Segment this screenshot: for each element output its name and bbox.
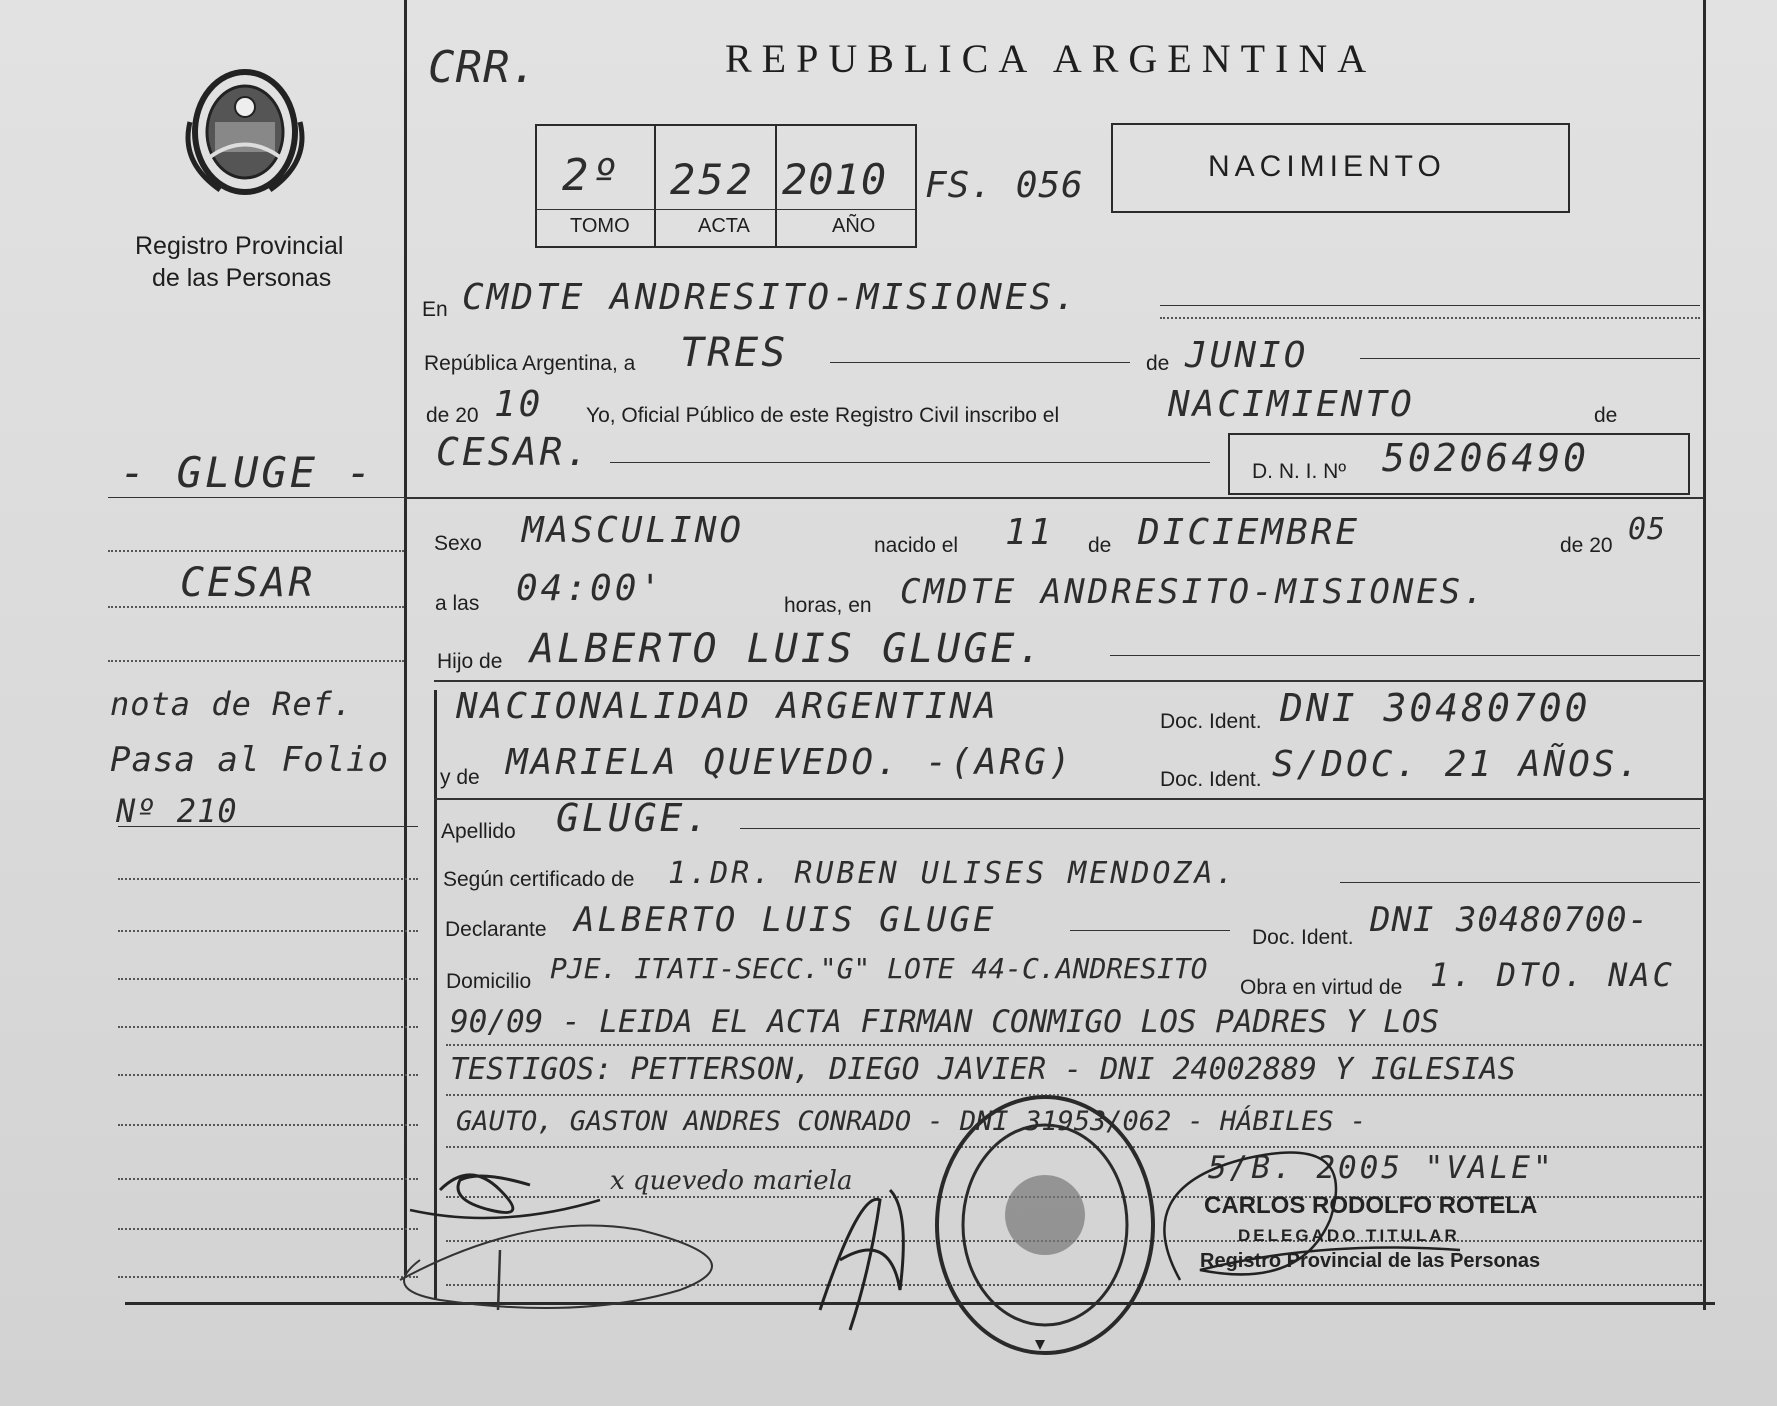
register-divider-2 xyxy=(775,124,777,246)
corner-note: CRR. xyxy=(428,42,538,93)
right-border-rule xyxy=(1703,0,1706,1310)
margin-rule-1 xyxy=(108,497,404,498)
text-line-b: TESTIGOS: PETTERSON, DIEGO JAVIER - DNI 24002889 Y IGLESIAS xyxy=(450,1052,1516,1087)
horas-en-label: horas, en xyxy=(784,594,872,617)
margin-name: CESAR xyxy=(180,560,316,606)
margin-dots-8 xyxy=(118,1074,418,1076)
official-name: CARLOS RODOLFO ROTELA xyxy=(1204,1192,1538,1219)
en-dots xyxy=(1160,317,1700,319)
register-label-rule xyxy=(535,209,915,210)
birth-year: 05 xyxy=(1628,512,1667,547)
margin-dots-2 xyxy=(108,606,404,608)
birth-day: 11 xyxy=(1005,512,1055,553)
signature-scribble-mid xyxy=(800,1170,940,1340)
yde-label: y de xyxy=(440,766,480,789)
agency-name-line1: Registro Provincial xyxy=(135,232,344,260)
free-dots-1 xyxy=(446,1044,1702,1046)
father-nationality: NACIONALIDAD ARGENTINA xyxy=(456,686,999,727)
year-value: 10 xyxy=(494,384,544,425)
obra-label: Obra en virtud de xyxy=(1240,976,1403,999)
margin-dots-12 xyxy=(118,1276,418,1278)
misiones-coat-of-arms xyxy=(180,62,310,202)
mother-doc: S/DOC. 21 AÑOS. xyxy=(1272,744,1643,785)
margin-dots-11 xyxy=(118,1228,418,1230)
margin-note-line2: Pasa al Folio xyxy=(110,740,390,780)
text-line-a: 90/09 - LEIDA EL ACTA FIRMAN CONMIGO LOS PADRES Y LOS xyxy=(450,1004,1440,1040)
anio-value: 2010 xyxy=(782,155,888,204)
margin-dots-9 xyxy=(118,1124,418,1126)
en-label: En xyxy=(422,298,448,321)
father-doc: DNI 30480700 xyxy=(1280,686,1591,730)
margin-dots-4 xyxy=(118,878,418,880)
oficial-label: Yo, Oficial Público de este Registro Civil inscribo el xyxy=(586,404,1060,427)
day-value: TRES xyxy=(680,330,789,376)
mother-name: MARIELA QUEVEDO. -(ARG) xyxy=(506,742,1074,783)
sexo-label: Sexo xyxy=(434,532,482,555)
declarante-label: Declarante xyxy=(445,918,547,941)
republica-label: República Argentina, a xyxy=(424,352,636,375)
doc-ident-label-2: Doc. Ident. xyxy=(1160,768,1262,791)
apellido-label: Apellido xyxy=(441,820,516,843)
declarante-doc: DNI 30480700- xyxy=(1370,900,1650,940)
month-value: JUNIO xyxy=(1185,335,1309,376)
margin-dots-5 xyxy=(118,930,418,932)
round-official-seal xyxy=(930,1090,1160,1360)
left-column-rule xyxy=(404,0,407,1275)
de20b-label: de 20 xyxy=(1560,534,1613,557)
dni-label: D. N. I. Nº xyxy=(1252,460,1347,483)
month-line xyxy=(1360,358,1700,359)
sexo-value: MASCULINO xyxy=(522,510,745,551)
en-value: CMDTE ANDRESITO-MISIONES. xyxy=(462,277,1079,318)
inscribo-value: NACIMIENTO xyxy=(1168,384,1415,425)
signature-scribble-left xyxy=(380,1150,800,1320)
birth-month: DICIEMBRE xyxy=(1138,512,1361,553)
apellido-line xyxy=(740,828,1700,829)
day-line xyxy=(830,362,1130,363)
child-name-line xyxy=(610,462,1210,463)
de20-label: de 20 xyxy=(426,404,479,427)
child-name: CESAR. xyxy=(436,430,592,474)
text-line-d: 5/B. 2005 "VALE" xyxy=(1208,1150,1555,1186)
margin-dots-1 xyxy=(108,550,404,552)
agency-name-line2: de las Personas xyxy=(152,264,332,292)
de-label: de xyxy=(1146,352,1170,375)
apellido-value: GLUGE. xyxy=(556,796,712,840)
segun-line xyxy=(1340,882,1700,883)
margin-surname: - GLUGE - xyxy=(120,448,375,497)
section-rule-1 xyxy=(404,497,1704,499)
declarante-value: ALBERTO LUIS GLUGE xyxy=(574,900,997,940)
margin-dots-3 xyxy=(108,660,404,662)
section-rule-2 xyxy=(434,680,1704,682)
obra-value: 1. DTO. NAC xyxy=(1430,956,1675,994)
margin-dots-6 xyxy=(118,978,418,980)
margin-note-line3: Nº 210 xyxy=(116,792,238,830)
margin-dots-7 xyxy=(118,1026,418,1028)
de2-label: de xyxy=(1594,404,1618,427)
birth-place: CMDTE ANDRESITO-MISIONES. xyxy=(900,572,1487,612)
text-line-c: GAUTO, GASTON ANDRES CONRADO - DNI 31953/062 - HÁBILES - xyxy=(456,1106,1367,1137)
dni-value: 50206490 xyxy=(1382,436,1590,480)
doc-ident-label-3: Doc. Ident. xyxy=(1252,926,1354,949)
domicilio-label: Domicilio xyxy=(446,970,532,993)
acta-value: 252 xyxy=(670,155,755,204)
margin-note-line1: nota de Ref. xyxy=(110,685,354,723)
tomo-value: 2º xyxy=(562,150,621,201)
official-agency: Registro Provincial de las Personas xyxy=(1200,1250,1541,1272)
hijo-label: Hijo de xyxy=(437,650,503,673)
doc-ident-label-1: Doc. Ident. xyxy=(1160,710,1262,733)
alas-label: a las xyxy=(435,592,480,615)
folio-note: FS. 056 xyxy=(925,165,1084,206)
hora-value: 04:00' xyxy=(516,568,665,609)
segun-label: Según certificado de xyxy=(443,868,635,891)
record-type: NACIMIENTO xyxy=(1208,150,1446,183)
en-line xyxy=(1160,305,1700,306)
father-name-line xyxy=(1110,655,1700,656)
de3-label: de xyxy=(1088,534,1112,557)
segun-value: 1.DR. RUBEN ULISES MENDOZA. xyxy=(668,856,1237,891)
domicilio-value: PJE. ITATI-SECC."G" LOTE 44-C.ANDRESITO xyxy=(550,952,1208,985)
margin-dots-10 xyxy=(118,1178,418,1180)
margin-rule-2 xyxy=(118,826,418,827)
quevedo-signature: x quevedo mariela xyxy=(610,1166,853,1196)
anio-label: AÑO xyxy=(832,215,876,237)
official-role: DELEGADO TITULAR xyxy=(1238,1226,1460,1245)
acta-label: ACTA xyxy=(698,215,750,237)
nacido-label: nacido el xyxy=(874,534,959,557)
father-name: ALBERTO LUIS GLUGE. xyxy=(530,626,1045,672)
page-title: REPUBLICA ARGENTINA xyxy=(725,36,1377,81)
register-divider-1 xyxy=(654,124,656,246)
declarante-line xyxy=(1070,930,1230,931)
tomo-label: TOMO xyxy=(570,215,630,237)
